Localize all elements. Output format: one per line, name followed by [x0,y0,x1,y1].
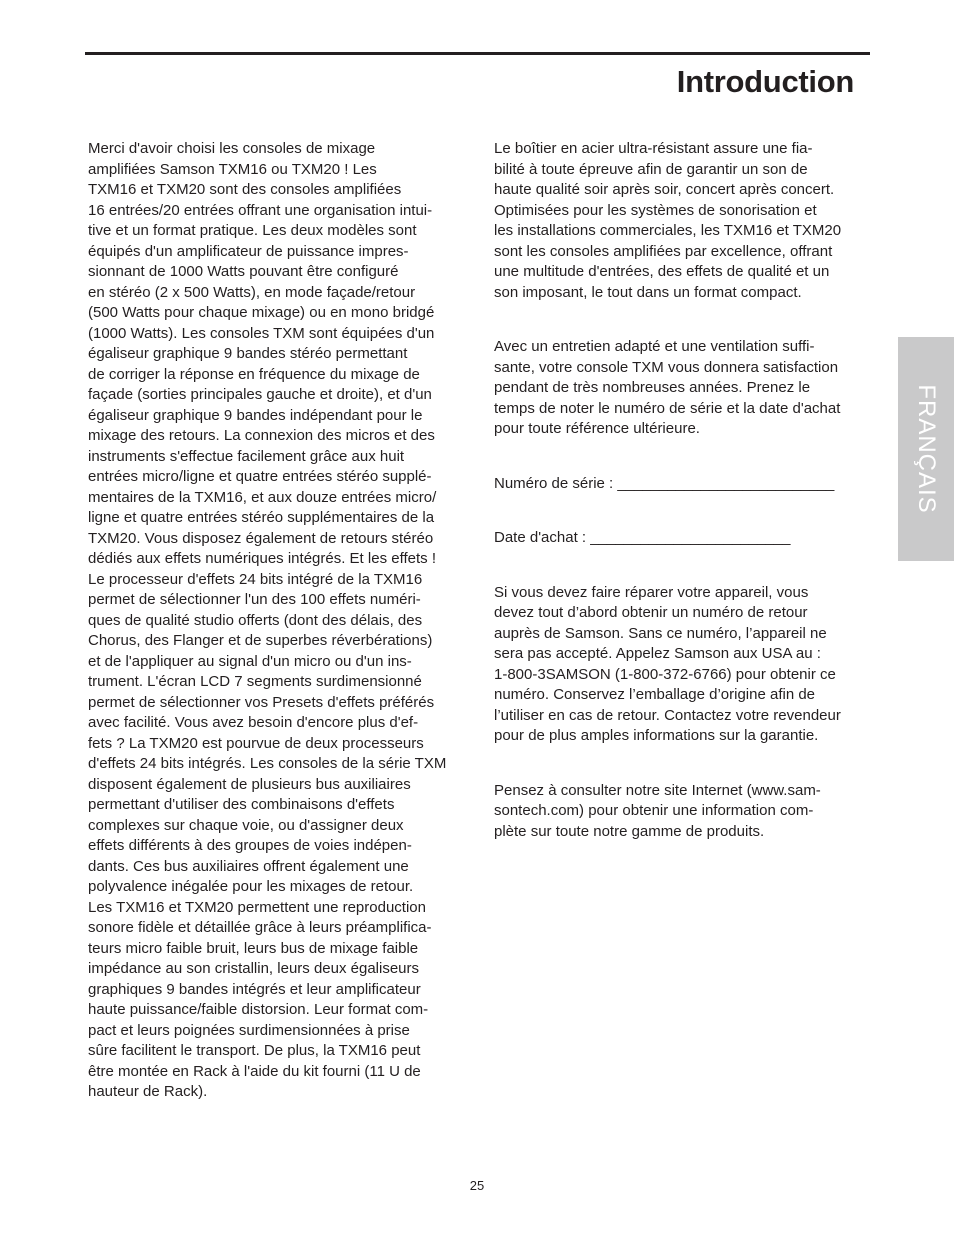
header-rule [85,52,870,55]
right-column [494,139,866,876]
paragraph-repair: Si vous devez faire réparer votre appareil, vous devez tout d’abord obtenir un numéro de retour auprès de Samson. Sans ce numéro, l’appareil ne sera pas accepté. Appelez Samson aux USA au : 1-800-3SAMSON (1-800-372-6766) pour obtenir ce numéro. Conservez l’emballage d’origine afin de l’utiliser en cas de retour. Contactez votre revendeur pour de plus amples informations sur la garantie. [494,583,841,744]
page-number: 25 [469,1178,485,1193]
paragraph-durability: Le boîtier en acier ultra-résistant assure une fia- bilité à toute épreuve afin de garantir un son de haute qualité soir après soir, concert après concert. Optimisées pour les systèmes de sonorisation et les installations commerciales, les TXM16 et TXM20 sont les consoles amplifiées par excellence, offrant une multitude d'entrées, des effets de qualité et un son imposant, le tout dans un format compact. [494,140,842,301]
paragraph-website: Pensez à consulter notre site Internet (www.sam- sontech.com) pour obtenir une information com- plète sur toute notre gamme de produits. [494,781,821,840]
page-title: Introduction [676,64,854,99]
left-column [88,139,464,1103]
paragraph-maintenance: Avec un entretien adapté et une ventilation suffi- sante, votre console TXM vous donnera satisfaction pendant de très nombreuses années. Prenez le temps de noter le numéro de série et la date d'achat pour toute référence ultérieure. [494,338,841,437]
serial-number-field: Numéro de série : __________________________ [494,474,835,492]
intro-paragraph: Merci d'avoir choisi les consoles de mixage amplifiées Samson TXM16 ou TXM20 ! Les TXM16 et TXM20 sont des consoles amplifiées 16 entrées/20 entrées offrant une organisation intui- tive et un format pratique. Les deux modèles sont équipés d'un amplificateur de puissance impres- sionnant de 1000 Watts pouvant être configuré en stéréo (2 x 500 Watts), en mode façade/retour (500 Watts pour chaque mixage) ou en mono bridgé (1000 Watts). Les consoles TXM sont équipées d'un égaliseur graphique 9 bandes stéréo permettant de corriger la réponse en fréquence du mixage de façade (sorties principales gauche et droite), et d'un égaliseur graphique 9 bandes indépendant pour le mixage des retours. La connexion des micros et des instruments s'effectue facilement grâce aux huit entrées micro/ligne et quatre entrées stéréo supplé- mentaires de la TXM16, et aux douze entrées micro/ ligne et quatre entrées stéréo supplémentaires de la TXM20. Vous disposez également de retours stéréo dédiés aux effets numériques intégrés. Et les effets ! Le processeur d'effets 24 bits intégré de la TXM16 permet de sélectionner l'un des 100 effets numéri- ques de qualité studio offerts (dont des délais, des Chorus, des Flanger et de superbes réverbérations) et de l'appliquer au signal d'un micro ou d'un ins- trument. L'écran LCD 7 segments surdimensionné permet de sélectionner vos Presets d'effets préférés avec facilité. Vous avez besoin d'encore plus d'ef- fets ? La TXM20 est pourvue de deux processeurs d'effets 24 bits intégrés. Les consoles de la série TXM disposent également de plusieurs bus auxiliaires permettant d'utiliser des combinaisons d'effets complexes sur chaque voie, ou d'assigner deux effets différents à des groupes de voies indépen- dants. Ces bus auxiliaires offrent également une polyvalence inégalée pour les mixages de retour. Les TXM16 et TXM20 permettent une reproduction sonore fidèle et détaillée grâce à leurs préamplifica- teurs micro faible bruit, leurs bus de mixage faible impédance au son cristallin, leurs deux égaliseurs graphiques 9 bandes intégrés et leur amplificateur haute puissance/faible distorsion. Leur format com- pact et leurs poignées surdimensionnées à prise sûre facilitent le transport. De plus, la TXM16 peut être montée en Rack à l'aide du kit fourni (11 U de hauteur de Rack). [88,140,447,1100]
language-tab-label: FRANÇAIS [913,384,940,514]
purchase-date-field: Date d'achat : ________________________ [494,529,791,546]
language-tab [898,337,954,561]
